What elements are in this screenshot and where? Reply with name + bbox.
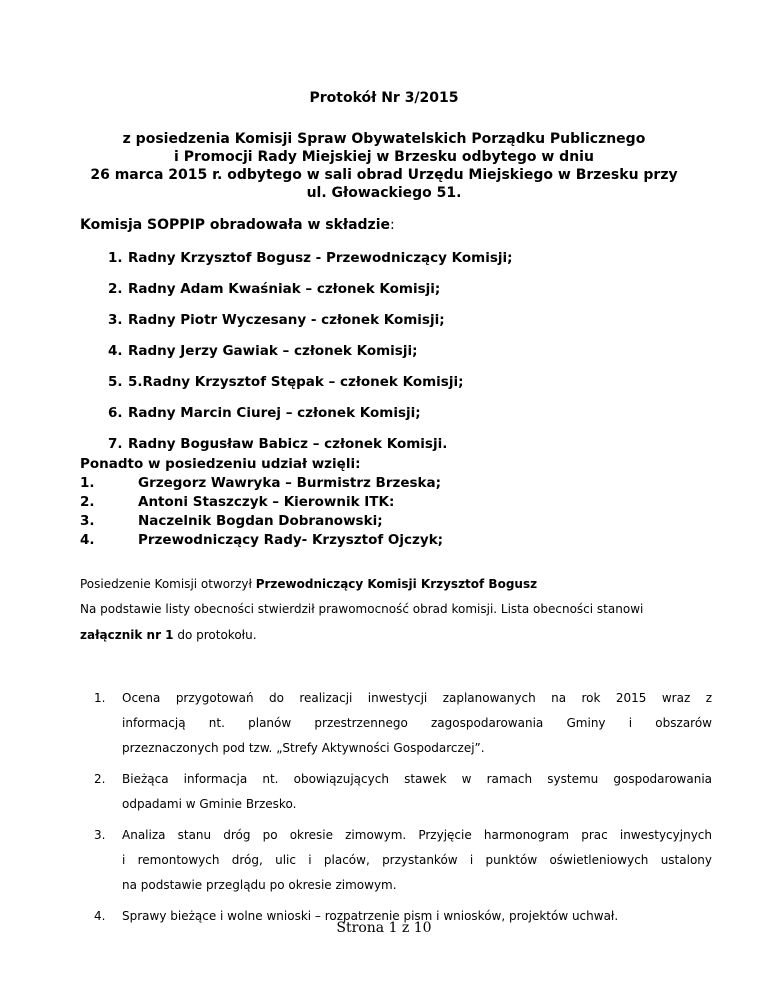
document-subtitle: [60, 130, 708, 202]
list-item: 1. Radny Krzysztof Bogusz - Przewodniczący Komisji;: [108, 250, 513, 266]
list-item: 2. Radny Adam Kwaśniak – członek Komisji;: [108, 281, 441, 297]
list-item: 6. Radny Marcin Ciurej – członek Komisji;: [108, 405, 421, 421]
subtitle-line: z posiedzenia Komisji Spraw Obywatelskich Porządku Publicznego: [122, 131, 646, 147]
attachment-ref: załącznik nr 1: [80, 628, 174, 642]
agenda-item: 2. Bieżąca informacja nt. obowiązujących stawek w ramach systemu gospodarowania odpadami w Gminie Brzesko.: [94, 772, 712, 811]
list-item: 7. Radny Bogusław Babicz – członek Komisji.: [108, 436, 448, 452]
list-item: 4. Radny Jerzy Gawiak – członek Komisji;: [108, 343, 418, 359]
agenda-item: 1. Ocena przygotowań do realizacji inwestycji zaplanowanych na rok 2015 wraz z informacją nt. planów przestrzennego zagospodarowania Gminy i obszarów przeznaczonych pod tzw. „Strefy Aktywności Gospodarczej”.: [94, 691, 712, 755]
subtitle-line: ul. Głowackiego 51.: [306, 185, 462, 201]
list-item: 2. Antoni Staszczyk – Kierownik ITK:: [80, 494, 395, 510]
list-item: 5. 5.Radny Krzysztof Stępak – członek Komisji;: [108, 374, 464, 390]
composition-heading: Komisja SOPPIP obradowała w składzie:: [80, 217, 395, 233]
attachment-paragraph: załącznik nr 1 do protokołu.: [80, 628, 257, 642]
list-item: 4. Przewodniczący Rady- Krzysztof Ojczyk;: [80, 532, 444, 548]
page-number: Strona 1 z 10: [336, 920, 432, 936]
subtitle-line: 26 marca 2015 r. odbytego w sali obrad Urzędu Miejskiego w Brzesku przy: [90, 167, 678, 183]
subtitle-line: i Promocji Rady Miejskiej w Brzesku odbytego w dniu: [174, 149, 594, 165]
opening-paragraph: Posiedzenie Komisji otworzył Przewodniczący Komisji Krzysztof Bogusz: [80, 577, 538, 591]
members-list: [108, 250, 513, 467]
list-item: 3. Radny Piotr Wyczesany - członek Komisji;: [108, 312, 445, 328]
attendance-paragraph: Na podstawie listy obecności stwierdził prawomocność obrad komisji. Lista obecności stanowi: [80, 602, 644, 616]
document-title: Protokół Nr 3/2015: [309, 90, 459, 106]
list-item: 1. Grzegorz Wawryka – Burmistrz Brzeska;: [80, 475, 442, 491]
guests-list: [80, 474, 443, 550]
list-item: 3. Naczelnik Bogdan Dobranowski;: [80, 513, 383, 529]
chair-name: Przewodniczący Komisji Krzysztof Bogusz: [255, 577, 538, 591]
agenda-item: 3. Analiza stanu dróg po okresie zimowym. Przyjęcie harmonogram prac inwestycyjnych i remontowych dróg, ulic i placów, przystanków i punktów oświetleniowych ustalony na podstawie przeglądu po okresie zimowym.: [94, 828, 712, 892]
agenda-list: [92, 686, 712, 935]
agenda-item: 4. Sprawy bieżące i wolne wnioski – rozpatrzenie pism i wniosków, projektów uchwał.: [94, 909, 619, 923]
guests-heading: Ponadto w posiedzeniu udział wzięli:: [80, 456, 361, 472]
